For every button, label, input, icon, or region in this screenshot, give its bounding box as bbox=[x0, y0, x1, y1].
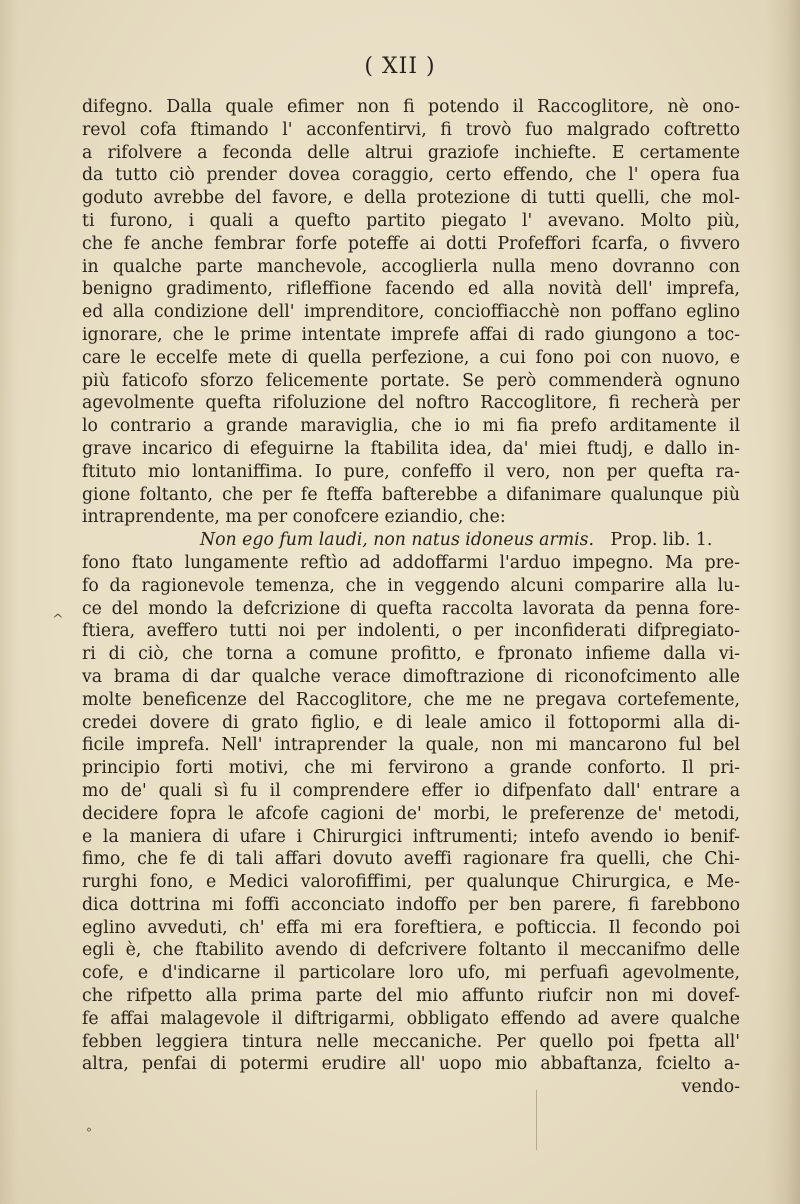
text-line: ftituto mio lontaniffima. Io pure, confeffo il vero, non per quefta ra- bbox=[82, 461, 740, 482]
text-line: febben leggiera tintura nelle meccaniche. Per quello poi fpetta all' bbox=[82, 1031, 740, 1052]
text-line: eglino avveduti, ch' effa mi era foreftiera, e pofticcia. Il fecondo poi bbox=[82, 917, 740, 938]
text-line: goduto avrebbe del favore, e della protezione di tutti quelli, che mol- bbox=[82, 188, 740, 209]
text-line: va brama di dar qualche verace dimoftrazione di riconofcimento alle bbox=[82, 666, 740, 687]
latin-quote: Non ego fum laudi, non natus idoneus armis. bbox=[200, 530, 594, 551]
text-line: e la maniera di ufare i Chirurgici inftrumenti; intefo avendo io benif- bbox=[82, 826, 740, 847]
text-line: ignorare, che le prime intentate imprefe affai di rado giungono a toc- bbox=[82, 324, 740, 345]
text-line: revol cofa ftimando l' acconfentirvi, fi trovò fuo malgrado coftretto bbox=[82, 119, 740, 140]
text-line: cofe, e d'indicarne il particolare loro ufo, mi perfuafi agevolmente, bbox=[82, 963, 740, 984]
margin-dot: ° bbox=[86, 1126, 92, 1140]
latin-quote-line bbox=[82, 529, 740, 552]
text-line: ri di ciò, che torna a comune profitto, e fpronato infieme dalla vi- bbox=[82, 644, 740, 665]
text-line: altra, penfai di potermi erudire all' uopo mio abbaftanza, fcielto a- bbox=[82, 1054, 740, 1075]
page-number: ( XII ) bbox=[364, 54, 436, 79]
text-line: fo da ragionevole temenza, che in veggendo alcuni comparire alla lu- bbox=[82, 575, 740, 596]
paper-crease bbox=[536, 1090, 537, 1150]
text-line: decidere fopra le afcofe cagioni de' morbi, le preferenze de' metodi, bbox=[82, 803, 740, 824]
paragraph-part-1 bbox=[82, 96, 740, 529]
page-left-shadow bbox=[0, 0, 18, 1204]
text-line: più faticofo sforzo felicemente portate. Se però commenderà ognuno bbox=[82, 370, 740, 391]
text-line: mo de' quali sì fu il comprendere effer io difpenfato dall' entrare a bbox=[82, 780, 740, 801]
text-line: benigno gradimento, rifleffione facendo ed alla novità dell' imprefa, bbox=[82, 279, 740, 300]
text-line: ti furono, i quali a quefto partito piegato l' avevano. Molto più, bbox=[82, 210, 740, 231]
text-line: fono ftato lungamente reftìo ad addoffarmi l'arduo impegno. Ma pre- bbox=[82, 552, 740, 573]
text-line: credei dovere di grato figlio, e di leale amico il fottopormi alla di- bbox=[82, 712, 740, 733]
text-line: gione foltanto, che per fe fteffa bafterebbe a difanimare qualunque più bbox=[82, 484, 740, 505]
catchword: vendo- bbox=[681, 1077, 740, 1098]
text-line: egli è, che ftabilito avendo di defcrivere foltanto il meccanifmo delle bbox=[82, 940, 740, 961]
body-text bbox=[82, 96, 740, 1099]
paragraph-part-2 bbox=[82, 552, 740, 1076]
text-line: ed alla condizione dell' imprenditore, concioffiacchè non poffano eglino bbox=[82, 302, 740, 323]
text-line: dica dottrina mi foffi acconciato indoffo per ben parere, fi farebbono bbox=[82, 894, 740, 915]
text-line: care le eccelfe mete di quella perfezione, a cui fono poi con nuovo, e bbox=[82, 347, 740, 368]
text-line: fe affai malagevole il diftrigarmi, obbligato effendo ad avere qualche bbox=[82, 1008, 740, 1029]
text-line: che fe anche fembrar forfe poteffe ai dotti Profeffori fcarfa, o fivvero bbox=[82, 233, 740, 254]
text-line: principio forti motivi, che mi fervirono a grande conforto. Il pri- bbox=[82, 758, 740, 779]
text-line: grave incarico di efeguirne la ftabilita idea, da' miei ftudj, e dallo in- bbox=[82, 438, 740, 459]
text-line: fimo, che fe di tali affari dovuto aveffi ragionare fra quelli, che Chi- bbox=[82, 849, 740, 870]
text-line: molte beneficenze del Raccoglitore, che me ne pregava cortefemente, bbox=[82, 689, 740, 710]
text-line: agevolmente quefta rifoluzione del noftro Raccoglitore, fi recherà per bbox=[82, 393, 740, 414]
margin-mark: ^ bbox=[52, 612, 64, 628]
text-line: ficile imprefa. Nell' intraprender la quale, non mi mancarono ful bel bbox=[82, 735, 740, 756]
text-line: a rifolvere a feconda delle altrui graziofe inchiefte. E certamente bbox=[82, 142, 740, 163]
page-right-shadow bbox=[766, 0, 800, 1204]
text-line: ce del mondo la defcrizione di quefta raccolta lavorata da penna fore- bbox=[82, 598, 740, 619]
text-line: che rifpetto alla prima parte del mio affunto riufcir non mi dovef- bbox=[82, 986, 740, 1007]
text-line: lo contrario a grande maraviglia, che io mi fia prefo arditamente il bbox=[82, 416, 740, 437]
text-line: in qualche parte manchevole, accoglierla nulla meno dovranno con bbox=[82, 256, 740, 277]
text-line: intraprendente, ma per conofcere eziandio, che: bbox=[82, 507, 506, 528]
quote-reference: Prop. lib. 1. bbox=[610, 530, 713, 551]
text-line: difegno. Dalla quale efimer non fi potendo il Raccoglitore, nè ono- bbox=[82, 97, 740, 117]
text-line: rurghi fono, e Medici valorofiffimi, per qualunque Chirurgica, e Me- bbox=[82, 872, 740, 893]
text-line: ftiera, aveffero tutti noi per indolenti, o per inconfiderati difpregiato- bbox=[82, 621, 740, 642]
text-line: da tutto ciò prender dovea coraggio, certo effendo, che l' opera fua bbox=[82, 165, 740, 186]
